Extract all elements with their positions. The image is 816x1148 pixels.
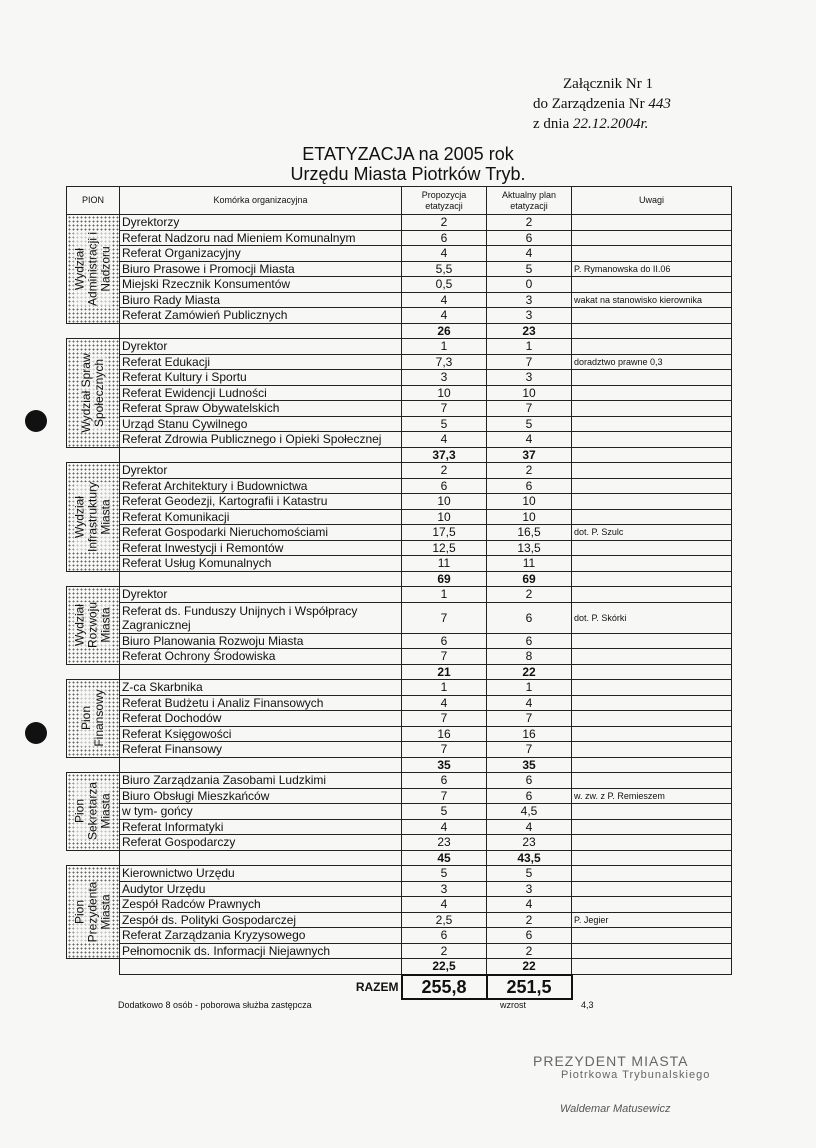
proposal-cell: 6 xyxy=(402,230,487,246)
table-row xyxy=(67,416,732,432)
proposal-cell: 7 xyxy=(402,711,487,727)
current-cell: 7 xyxy=(487,742,572,758)
table-row xyxy=(67,695,732,711)
proposal-cell: 5 xyxy=(402,416,487,432)
blank-cell xyxy=(67,959,120,975)
current-cell: 16,5 xyxy=(487,525,572,541)
attachment-header xyxy=(533,74,671,134)
unit-cell: Audytor Urzędu xyxy=(120,881,402,897)
current-cell: 6 xyxy=(487,928,572,944)
table-row xyxy=(67,494,732,510)
proposal-cell: 7 xyxy=(402,742,487,758)
proposal-cell: 2 xyxy=(402,943,487,959)
note-cell xyxy=(572,680,732,696)
unit-cell: Referat Gospodarczy xyxy=(120,835,402,851)
proposal-cell: 7 xyxy=(402,401,487,417)
unit-cell: Kierownictwo Urzędu xyxy=(120,866,402,882)
proposal-cell: 3 xyxy=(402,881,487,897)
note-cell: w. zw. z P. Remieszem xyxy=(572,788,732,804)
unit-cell: Referat Edukacji xyxy=(120,354,402,370)
note-cell xyxy=(572,773,732,789)
group-total-current: 23 xyxy=(487,323,572,339)
current-cell: 4 xyxy=(487,432,572,448)
grand-total-proposal: 255,8 xyxy=(402,975,487,999)
current-cell: 10 xyxy=(487,494,572,510)
table-row xyxy=(67,912,732,928)
blank-cell xyxy=(120,757,402,773)
unit-cell: Referat Ochrony Środowiska xyxy=(120,649,402,665)
unit-cell: Biuro Obsługi Mieszkańców xyxy=(120,788,402,804)
note-cell: dot. P. Skórki xyxy=(572,602,732,633)
table-row xyxy=(67,587,732,603)
current-cell: 7 xyxy=(487,711,572,727)
unit-cell: Referat Kultury i Sportu xyxy=(120,370,402,386)
proposal-cell: 4 xyxy=(402,695,487,711)
note-cell: P. Jegier xyxy=(572,912,732,928)
unit-cell: Referat Zamówień Publicznych xyxy=(120,308,402,324)
note-cell xyxy=(572,540,732,556)
unit-cell: Referat Spraw Obywatelskich xyxy=(120,401,402,417)
group-total-proposal: 37,3 xyxy=(402,447,487,463)
unit-cell: Referat Gospodarki Nieruchomościami xyxy=(120,525,402,541)
unit-cell: Referat ds. Funduszy Unijnych i Współpracy Zagranicznej xyxy=(120,602,402,633)
unit-cell: Referat Budżetu i Analiz Finansowych xyxy=(120,695,402,711)
col-header-unit: Komórka organizacyjna xyxy=(120,187,402,215)
unit-cell: Referat Księgowości xyxy=(120,726,402,742)
current-cell: 3 xyxy=(487,370,572,386)
group-total-row xyxy=(67,664,732,680)
proposal-cell: 2 xyxy=(402,215,487,231)
proposal-cell: 10 xyxy=(402,494,487,510)
group-total-proposal: 69 xyxy=(402,571,487,587)
proposal-cell: 7 xyxy=(402,649,487,665)
blank-cell xyxy=(67,323,120,339)
note-cell xyxy=(572,897,732,913)
col-header-current: Aktualny plan etatyzacji xyxy=(487,187,572,215)
current-cell: 2 xyxy=(487,912,572,928)
unit-cell: Referat Nadzoru nad Mieniem Komunalnym xyxy=(120,230,402,246)
proposal-cell: 11 xyxy=(402,556,487,572)
table-row xyxy=(67,432,732,448)
table-row xyxy=(67,246,732,262)
current-cell: 6 xyxy=(487,230,572,246)
current-cell: 4,5 xyxy=(487,804,572,820)
table-row xyxy=(67,478,732,494)
current-cell: 7 xyxy=(487,354,572,370)
group-total-row xyxy=(67,757,732,773)
note-cell xyxy=(572,478,732,494)
pion-cell xyxy=(67,773,120,851)
blank-cell xyxy=(67,664,120,680)
unit-cell: Dyrektor xyxy=(120,339,402,355)
note-cell xyxy=(572,432,732,448)
blank-cell xyxy=(120,959,402,975)
proposal-cell: 0,5 xyxy=(402,277,487,293)
proposal-cell: 7 xyxy=(402,788,487,804)
unit-cell: Dyrektorzy xyxy=(120,215,402,231)
note-cell xyxy=(572,633,732,649)
current-cell: 3 xyxy=(487,881,572,897)
unit-cell: Referat Ewidencji Ludności xyxy=(120,385,402,401)
current-cell: 6 xyxy=(487,788,572,804)
note-cell xyxy=(572,726,732,742)
table-row xyxy=(67,866,732,882)
note-cell xyxy=(572,230,732,246)
stamp-subtitle: Piotrkowa Trybunalskiego xyxy=(561,1069,711,1081)
current-cell: 8 xyxy=(487,649,572,665)
group-total-current: 22 xyxy=(487,959,572,975)
group-total-current: 69 xyxy=(487,571,572,587)
table-row xyxy=(67,835,732,851)
note-cell: doradztwo prawne 0,3 xyxy=(572,354,732,370)
table-row xyxy=(67,711,732,727)
current-cell: 2 xyxy=(487,463,572,479)
unit-cell: Referat Inwestycji i Remontów xyxy=(120,540,402,556)
table-row xyxy=(67,680,732,696)
current-cell: 5 xyxy=(487,416,572,432)
table-row xyxy=(67,308,732,324)
table-row xyxy=(67,633,732,649)
grand-total-label: RAZEM xyxy=(355,979,399,994)
table-row xyxy=(67,649,732,665)
blank-cell xyxy=(120,323,402,339)
table-row xyxy=(67,401,732,417)
unit-cell: Biuro Prasowe i Promocji Miasta xyxy=(120,261,402,277)
note-cell xyxy=(572,339,732,355)
unit-cell: Urząd Stanu Cywilnego xyxy=(120,416,402,432)
pion-label: Wydział Spraw Społecznych xyxy=(79,353,106,433)
proposal-cell: 4 xyxy=(402,432,487,448)
note-cell xyxy=(572,587,732,603)
note-cell xyxy=(572,742,732,758)
current-cell: 5 xyxy=(487,866,572,882)
pion-label: Wydział Administracji i Nadzoru xyxy=(72,231,113,306)
blank-cell xyxy=(67,447,120,463)
proposal-cell: 5 xyxy=(402,804,487,820)
attachment-number: Załącznik Nr 1 xyxy=(563,76,653,92)
unit-cell: Referat Usług Komunalnych xyxy=(120,556,402,572)
table-row xyxy=(67,463,732,479)
note-cell xyxy=(572,215,732,231)
document-subtitle: Urzędu Miasta Piotrków Tryb. xyxy=(290,164,526,184)
group-total-proposal: 26 xyxy=(402,323,487,339)
table-row xyxy=(67,788,732,804)
table-header-row xyxy=(67,187,732,215)
unit-cell: Dyrektor xyxy=(120,587,402,603)
unit-cell: w tym- gońcy xyxy=(120,804,402,820)
blank-cell xyxy=(120,850,402,866)
note-cell xyxy=(572,928,732,944)
group-total-current: 35 xyxy=(487,757,572,773)
table-row xyxy=(67,540,732,556)
current-cell: 3 xyxy=(487,292,572,308)
unit-cell: Miejski Rzecznik Konsumentów xyxy=(120,277,402,293)
current-cell: 6 xyxy=(487,602,572,633)
blank-cell xyxy=(572,447,732,463)
proposal-cell: 1 xyxy=(402,680,487,696)
unit-cell: Referat Dochodów xyxy=(120,711,402,727)
note-cell xyxy=(572,463,732,479)
pion-cell xyxy=(67,339,120,448)
col-header-proposal: Propozycja etatyzacji xyxy=(402,187,487,215)
blank-cell xyxy=(572,850,732,866)
current-cell: 10 xyxy=(487,385,572,401)
table-row xyxy=(67,230,732,246)
table-row xyxy=(67,556,732,572)
unit-cell: Zespół Radców Prawnych xyxy=(120,897,402,913)
current-cell: 4 xyxy=(487,897,572,913)
proposal-cell: 7 xyxy=(402,602,487,633)
proposal-cell: 4 xyxy=(402,292,487,308)
table-row xyxy=(67,292,732,308)
table-row xyxy=(67,726,732,742)
unit-cell: Referat Informatyki xyxy=(120,819,402,835)
col-header-pion: PION xyxy=(67,187,120,215)
pion-cell xyxy=(67,866,120,959)
group-total-proposal: 35 xyxy=(402,757,487,773)
grand-total-current: 251,5 xyxy=(487,975,572,999)
group-total-row xyxy=(67,323,732,339)
proposal-cell: 17,5 xyxy=(402,525,487,541)
current-cell: 6 xyxy=(487,773,572,789)
current-cell: 10 xyxy=(487,509,572,525)
table-row xyxy=(67,509,732,525)
group-total-proposal: 45 xyxy=(402,850,487,866)
current-cell: 4 xyxy=(487,695,572,711)
table-row xyxy=(67,602,732,633)
footer-extra-note: Dodatkowo 8 osób - poborowa służba zastępcza xyxy=(118,1000,312,1010)
current-cell: 11 xyxy=(487,556,572,572)
proposal-cell: 5 xyxy=(402,866,487,882)
note-cell xyxy=(572,385,732,401)
table-row xyxy=(67,261,732,277)
note-cell xyxy=(572,866,732,882)
proposal-cell: 6 xyxy=(402,773,487,789)
footer-growth-value: 4,3 xyxy=(581,1000,594,1010)
blank-cell xyxy=(67,757,120,773)
current-cell: 2 xyxy=(487,215,572,231)
blank-cell xyxy=(572,975,732,999)
note-cell: wakat na stanowisko kierownika xyxy=(572,292,732,308)
unit-cell: Referat Zarządzania Kryzysowego xyxy=(120,928,402,944)
note-cell xyxy=(572,509,732,525)
current-cell: 4 xyxy=(487,819,572,835)
table-row xyxy=(67,943,732,959)
table-row xyxy=(67,215,732,231)
proposal-cell: 23 xyxy=(402,835,487,851)
note-cell xyxy=(572,494,732,510)
group-total-row xyxy=(67,571,732,587)
table-row xyxy=(67,370,732,386)
pion-cell xyxy=(67,463,120,572)
footer-growth-label: wzrost xyxy=(500,1000,527,1010)
unit-cell: Biuro Planowania Rozwoju Miasta xyxy=(120,633,402,649)
stamp-title: PREZYDENT MIASTA xyxy=(533,1053,689,1069)
note-cell xyxy=(572,711,732,727)
unit-cell: Referat Organizacyjny xyxy=(120,246,402,262)
pion-cell xyxy=(67,680,120,758)
ordinance-date: z dnia 22.12.2004r. xyxy=(533,116,649,132)
punch-hole-top xyxy=(25,410,47,432)
unit-cell: Referat Architektury i Budownictwa xyxy=(120,478,402,494)
proposal-cell: 4 xyxy=(402,246,487,262)
note-cell xyxy=(572,308,732,324)
table-row xyxy=(67,354,732,370)
note-cell xyxy=(572,370,732,386)
blank-cell xyxy=(120,571,402,587)
proposal-cell: 3 xyxy=(402,370,487,386)
ordinance-number: do Zarządzenia Nr 443 xyxy=(533,96,671,112)
proposal-cell: 1 xyxy=(402,587,487,603)
proposal-cell: 1 xyxy=(402,339,487,355)
note-cell xyxy=(572,401,732,417)
staffing-table xyxy=(66,186,732,1000)
current-cell: 3 xyxy=(487,308,572,324)
table-row xyxy=(67,385,732,401)
president-stamp xyxy=(533,1053,713,1081)
current-cell: 2 xyxy=(487,943,572,959)
group-total-row xyxy=(67,447,732,463)
blank-cell xyxy=(67,571,120,587)
note-cell: P. Rymanowska do II.06 xyxy=(572,261,732,277)
pion-label: Pion Finansowy xyxy=(79,689,106,747)
note-cell xyxy=(572,649,732,665)
group-total-row xyxy=(67,959,732,975)
current-cell: 2 xyxy=(487,587,572,603)
proposal-cell: 7,3 xyxy=(402,354,487,370)
blank-cell xyxy=(572,664,732,680)
table-row xyxy=(67,525,732,541)
table-row xyxy=(67,881,732,897)
group-total-row xyxy=(67,850,732,866)
pion-label: Pion Sekretarza Miasta xyxy=(72,782,113,841)
grand-total-row xyxy=(67,975,732,999)
current-cell: 7 xyxy=(487,401,572,417)
proposal-cell: 2 xyxy=(402,463,487,479)
unit-cell: Referat Finansowy xyxy=(120,742,402,758)
blank-cell xyxy=(572,959,732,975)
proposal-cell: 10 xyxy=(402,509,487,525)
current-cell: 1 xyxy=(487,339,572,355)
current-cell: 6 xyxy=(487,478,572,494)
blank-cell xyxy=(67,850,120,866)
note-cell xyxy=(572,695,732,711)
note-cell xyxy=(572,943,732,959)
proposal-cell: 6 xyxy=(402,928,487,944)
signature-name: Waldemar Matusewicz xyxy=(560,1103,671,1115)
proposal-cell: 12,5 xyxy=(402,540,487,556)
current-cell: 16 xyxy=(487,726,572,742)
table-row xyxy=(67,928,732,944)
proposal-cell: 5,5 xyxy=(402,261,487,277)
table-row xyxy=(67,742,732,758)
note-cell xyxy=(572,881,732,897)
current-cell: 13,5 xyxy=(487,540,572,556)
proposal-cell: 6 xyxy=(402,633,487,649)
unit-cell: Biuro Zarządzania Zasobami Ludzkimi xyxy=(120,773,402,789)
proposal-cell: 10 xyxy=(402,385,487,401)
table-row xyxy=(67,773,732,789)
group-total-proposal: 22,5 xyxy=(402,959,487,975)
table-row xyxy=(67,277,732,293)
note-cell xyxy=(572,246,732,262)
current-cell: 0 xyxy=(487,277,572,293)
table-row xyxy=(67,897,732,913)
group-total-proposal: 21 xyxy=(402,664,487,680)
note-cell: dot. P. Szulc xyxy=(572,525,732,541)
note-cell xyxy=(572,819,732,835)
pion-cell xyxy=(67,215,120,324)
document-title: ETATYZACJA na 2005 rok xyxy=(302,144,514,164)
group-total-current: 37 xyxy=(487,447,572,463)
proposal-cell: 16 xyxy=(402,726,487,742)
unit-cell: Pełnomocnik ds. Informacji Niejawnych xyxy=(120,943,402,959)
unit-cell: Dyrektor xyxy=(120,463,402,479)
current-cell: 1 xyxy=(487,680,572,696)
unit-cell: Referat Komunikacji xyxy=(120,509,402,525)
proposal-cell: 4 xyxy=(402,819,487,835)
blank-cell xyxy=(572,757,732,773)
proposal-cell: 4 xyxy=(402,308,487,324)
note-cell xyxy=(572,835,732,851)
table-row xyxy=(67,339,732,355)
unit-cell: Referat Geodezji, Kartografii i Katastru xyxy=(120,494,402,510)
current-cell: 5 xyxy=(487,261,572,277)
note-cell xyxy=(572,277,732,293)
group-total-current: 22 xyxy=(487,664,572,680)
unit-cell: Referat Zdrowia Publicznego i Opieki Społecznej xyxy=(120,432,402,448)
note-cell xyxy=(572,804,732,820)
note-cell xyxy=(572,416,732,432)
punch-hole-bottom xyxy=(25,722,47,744)
blank-cell xyxy=(120,447,402,463)
unit-cell: Biuro Rady Miasta xyxy=(120,292,402,308)
proposal-cell: 6 xyxy=(402,478,487,494)
proposal-cell: 2,5 xyxy=(402,912,487,928)
unit-cell: Z-ca Skarbnika xyxy=(120,680,402,696)
pion-label: Pion Prezydenta Miasta xyxy=(72,881,113,943)
current-cell: 6 xyxy=(487,633,572,649)
col-header-notes: Uwagi xyxy=(572,187,732,215)
blank-cell xyxy=(572,323,732,339)
pion-label: Wydział Infrastruktury Miasta xyxy=(72,481,113,552)
pion-label: Wydział Rozwoju Miasta xyxy=(72,602,113,649)
proposal-cell: 4 xyxy=(402,897,487,913)
current-cell: 23 xyxy=(487,835,572,851)
group-total-current: 43,5 xyxy=(487,850,572,866)
pion-cell xyxy=(67,587,120,665)
blank-cell xyxy=(120,664,402,680)
table-row xyxy=(67,819,732,835)
current-cell: 4 xyxy=(487,246,572,262)
blank-cell xyxy=(572,571,732,587)
note-cell xyxy=(572,556,732,572)
unit-cell: Zespół ds. Polityki Gospodarczej xyxy=(120,912,402,928)
table-row xyxy=(67,804,732,820)
